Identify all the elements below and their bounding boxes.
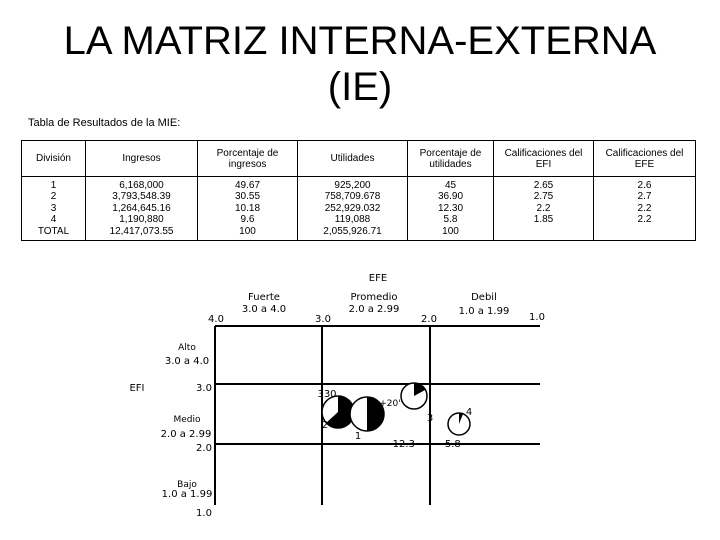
table-cell-value: 2.6 bbox=[637, 180, 652, 191]
table-cell-value: 2 bbox=[50, 191, 57, 203]
division-1-utility-label: +20' bbox=[379, 399, 401, 409]
efi-category-bajo-range: 1.0 a 1.99 bbox=[161, 489, 213, 500]
table-cell-value: 6,168,000 bbox=[119, 180, 164, 191]
efe-category-promedio-range: 2.0 a 2.99 bbox=[348, 304, 400, 315]
efe-tick-2: 2.0 bbox=[421, 314, 437, 325]
division-circle-3 bbox=[401, 383, 427, 409]
table-cell-value: 2.2 bbox=[536, 202, 551, 214]
table-cell-value: 2.7 bbox=[637, 191, 652, 203]
division-2-utility-label: 330 bbox=[317, 389, 337, 400]
table-cell-value: 10.18 bbox=[234, 202, 261, 214]
efi-tick-2: 2.0 bbox=[196, 443, 212, 454]
table-cell-value: 5.8 bbox=[443, 214, 458, 226]
table-cell-value: TOTAL bbox=[37, 225, 70, 237]
header-calificaciones-efi: Calificaciones del EFI bbox=[494, 141, 594, 177]
efi-category-alto-name: Alto bbox=[178, 343, 196, 353]
header-division: División bbox=[22, 141, 86, 177]
table-cell-value: 12.30 bbox=[437, 202, 464, 214]
table-cell-value: 2,055,926.71 bbox=[323, 225, 382, 237]
efi-category-alto-range: 3.0 a 4.0 bbox=[164, 356, 210, 367]
efe-tick-4: 4.0 bbox=[208, 314, 224, 325]
table-cell-value: 2.2 bbox=[637, 214, 652, 226]
efe-category-debil-name: Debil bbox=[471, 292, 497, 303]
efi-axis-title: EFI bbox=[129, 383, 145, 394]
division-3-utility-label: -12.3 bbox=[389, 439, 415, 450]
division-3-number: 3 bbox=[426, 413, 434, 424]
efe-axis-title: EFE bbox=[368, 273, 388, 284]
table-cell-value: 2.75 bbox=[533, 191, 554, 203]
table-cell-value: 1,190,880 bbox=[119, 214, 164, 226]
table-cell-value: 49.67 bbox=[234, 180, 261, 191]
division-4-utility-label: -5.8 bbox=[441, 439, 461, 450]
table-cell-value: 252,929.032 bbox=[324, 202, 381, 214]
header-utilidades: Utilidades bbox=[298, 141, 408, 177]
table-cell-value: 2.65 bbox=[533, 180, 554, 191]
efi-category-medio-range: 2.0 a 2.99 bbox=[160, 429, 212, 440]
efi-category-bajo-name: Bajo bbox=[177, 480, 197, 490]
header-ingresos: Ingresos bbox=[86, 141, 198, 177]
table-cell-value: 9.6 bbox=[240, 214, 255, 226]
efi-category-medio-name: Medio bbox=[173, 415, 201, 425]
table-cell-value: 36.90 bbox=[437, 191, 464, 203]
table-cell-value: 1 bbox=[50, 180, 57, 191]
table-cell-value: 12,417,073.55 bbox=[109, 225, 174, 237]
efe-category-promedio-name: Promedio bbox=[350, 292, 398, 303]
division-4-number: 4 bbox=[465, 407, 473, 418]
header-porcentaje-ingresos: Porcentaje de ingresos bbox=[198, 141, 298, 177]
page-title: LA MATRIZ INTERNA-EXTERNA (IE) bbox=[63, 19, 657, 109]
table-cell-value: 3 bbox=[50, 202, 57, 214]
efi-tick-1: 1.0 bbox=[196, 508, 212, 519]
table-cell-value: 3,793,548.39 bbox=[112, 191, 171, 203]
table-cell-value: 1,264,645.16 bbox=[112, 202, 171, 214]
header-porcentaje-utilidades: Porcentaje de utilidades bbox=[408, 141, 494, 177]
table-cell-value: 925,200 bbox=[334, 180, 371, 191]
division-2-number: 2 bbox=[321, 420, 329, 431]
table-cell-value: 2.2 bbox=[637, 202, 652, 214]
table-caption: Tabla de Resultados de la MIE: bbox=[28, 117, 181, 129]
efe-tick-3: 3.0 bbox=[315, 314, 331, 325]
efe-category-debil-range: 1.0 a 1.99 bbox=[458, 306, 510, 317]
efe-tick-1: 1.0 bbox=[529, 312, 545, 323]
efe-category-fuerte-range: 3.0 a 4.0 bbox=[241, 304, 287, 315]
table-cell-value: 45 bbox=[444, 180, 457, 191]
table-cell-value: 100 bbox=[239, 225, 256, 237]
table-cell-value: 100 bbox=[442, 225, 459, 237]
header-calificaciones-efe: Calificaciones del EFE bbox=[594, 141, 696, 177]
table-cell-value: 119,088 bbox=[334, 214, 371, 226]
efe-category-fuerte-name: Fuerte bbox=[248, 292, 280, 303]
table-cell-value: 4 bbox=[50, 214, 57, 226]
table-cell-value: 30.55 bbox=[234, 191, 261, 203]
efi-tick-3: 3.0 bbox=[196, 383, 212, 394]
division-1-number: 1 bbox=[354, 431, 362, 442]
table-cell-value: 1.85 bbox=[533, 214, 554, 226]
table-cell-value: 758,709.678 bbox=[324, 191, 381, 203]
